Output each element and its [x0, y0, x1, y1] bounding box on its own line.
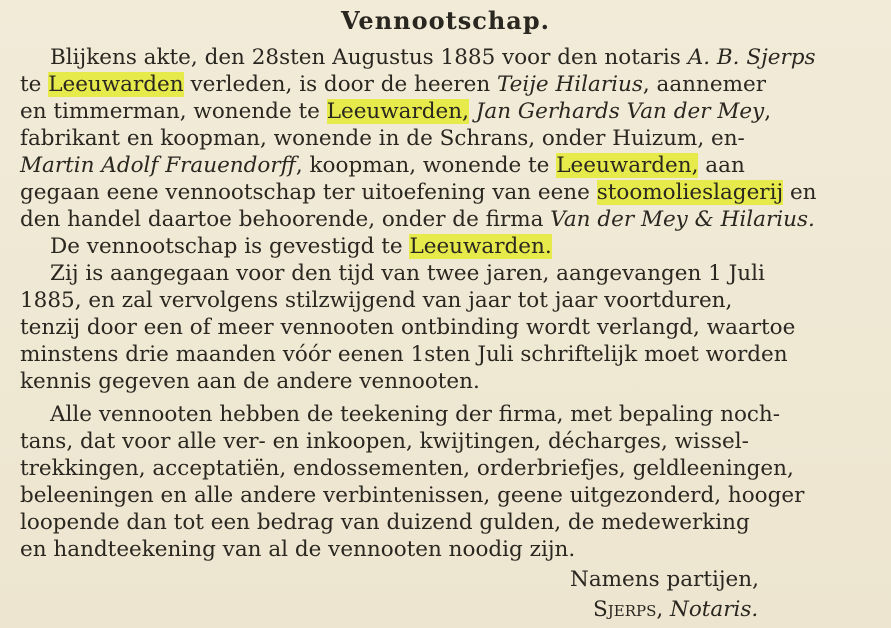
text-segment: De vennootschap is gevestigd te — [50, 234, 410, 259]
text-line — [20, 455, 794, 482]
text-segment: te — [20, 72, 49, 97]
text-line — [50, 233, 552, 260]
text-segment: Teije Hilarius — [497, 72, 643, 97]
text-line — [20, 368, 480, 395]
text-line — [20, 206, 815, 233]
text-segment: en handteekening van al de vennooten noodig zijn. — [20, 537, 576, 562]
text-segment: Notaris. — [670, 597, 759, 622]
text-segment: , — [656, 597, 671, 622]
text-line — [20, 536, 575, 563]
text-line — [20, 341, 788, 368]
text-segment: beleeningen en alle andere verbintenissen, geene uitgezonderd, hooger — [20, 483, 805, 508]
text-segment: fabrikant en koopman, wonende in de Schrans, onder Huizum, en- — [20, 126, 745, 151]
text-segment: tenzij door een of meer vennooten ontbinding wordt verlangd, waartoe — [20, 315, 796, 340]
highlighted-term: Leeuwarden — [48, 72, 184, 97]
text-segment: A. B. Sjerps — [687, 45, 816, 70]
text-segment: minstens drie maanden vóór eenen 1sten Juli schriftelijk moet worden — [20, 342, 788, 367]
highlighted-term: Leeuwarden, — [326, 99, 469, 124]
highlighted-term: stoomolieslagerij — [596, 180, 784, 205]
text-segment: Martin Adolf Frauendorff — [20, 153, 296, 178]
text-line — [50, 260, 765, 287]
text-segment: Jan Gerhards Van der Mey — [475, 99, 765, 124]
text-line — [20, 179, 817, 206]
highlighted-term: Leeuwarden. — [409, 234, 552, 259]
text-line — [50, 44, 816, 71]
text-segment: Blijkens akte, den 28sten Augustus 1885 voor den notaris — [50, 45, 688, 70]
text-line — [20, 314, 795, 341]
text-segment: 1885, en zal vervolgens stilzwijgend van jaar tot jaar voortduren, — [20, 288, 733, 313]
text-segment: Sjerps — [593, 597, 657, 622]
text-segment: en timmerman, wonende te — [20, 99, 327, 124]
text-segment — [469, 99, 476, 124]
text-segment: trekkingen, acceptatiën, endossementen, orderbriefjes, geldleeningen, — [20, 456, 794, 481]
text-segment: kennis gegeven aan de andere vennooten. — [20, 369, 480, 394]
signature-line — [593, 596, 758, 623]
text-segment: Alle vennooten hebben de teekening der firma, met bepaling noch- — [50, 402, 781, 427]
text-line — [20, 152, 745, 179]
text-line — [20, 125, 745, 152]
text-segment: aan — [698, 153, 745, 178]
text-segment: , aannemer — [642, 72, 766, 97]
text-segment: , — [764, 99, 772, 124]
signature-line — [570, 566, 759, 593]
text-line — [20, 428, 749, 455]
text-line — [20, 71, 766, 98]
article-title: Vennootschap. — [341, 6, 550, 35]
text-line — [50, 401, 780, 428]
text-segment: den handel daartoe behoorende, onder de firma — [20, 207, 551, 232]
text-segment: tans, dat voor alle ver- en inkoopen, kwijtingen, décharges, wissel- — [20, 429, 749, 454]
text-line — [20, 482, 804, 509]
highlighted-term: Leeuwarden, — [556, 153, 699, 178]
text-line — [20, 509, 750, 536]
text-segment: loopende dan tot een bedrag van duizend gulden, de medewerking — [20, 510, 750, 535]
text-line — [20, 287, 732, 314]
text-segment: , koopman, wonende te — [295, 153, 557, 178]
text-segment: verleden, is door de heeren — [183, 72, 497, 97]
text-segment: en — [783, 180, 817, 205]
text-segment: Zij is aangegaan voor den tijd van twee jaren, aangevangen 1 Juli — [50, 261, 765, 286]
text-line — [20, 98, 771, 125]
text-segment: Van der Mey & Hilarius. — [550, 207, 815, 232]
text-segment: Namens partijen, — [570, 567, 759, 592]
text-segment: gegaan eene vennootschap ter uitoefening van eene — [20, 180, 597, 205]
